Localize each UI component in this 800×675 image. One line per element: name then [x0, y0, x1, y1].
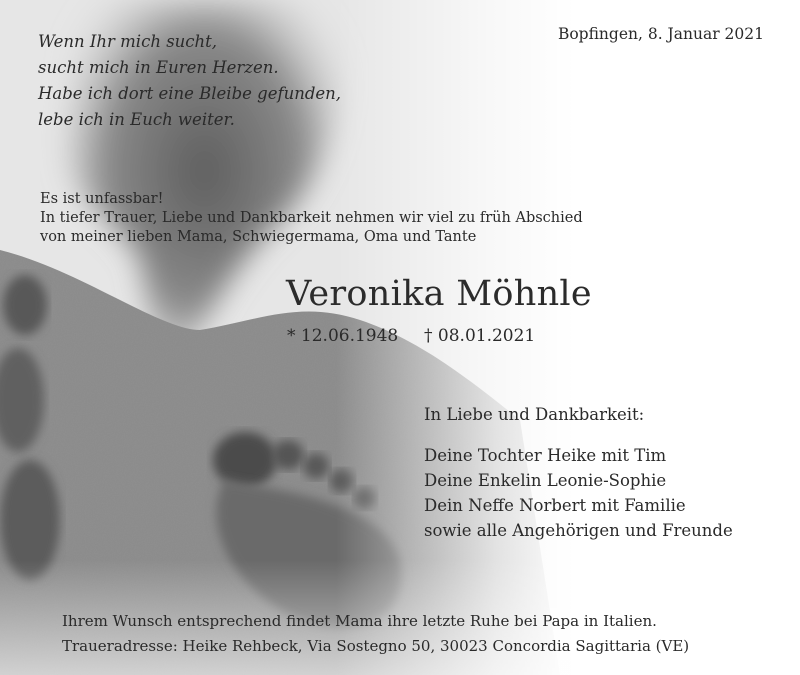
poem-line: lebe ich in Euch weiter.	[38, 110, 235, 129]
intro-line: In tiefer Trauer, Liebe und Dankbarkeit nehmen wir viel zu früh Abschied	[40, 210, 583, 226]
burial-note: Ihrem Wunsch entsprechend findet Mama ihre letzte Ruhe bei Papa in Italien.	[62, 612, 657, 630]
intro-line: von meiner lieben Mama, Schwiegermama, Oma und Tante	[40, 229, 477, 245]
thanks-heading: In Liebe und Dankbarkeit:	[424, 405, 645, 424]
intro-text	[40, 190, 583, 247]
closing-notes	[62, 609, 689, 659]
condolence-address: Traueradresse: Heike Rehbeck, Via Sostegno 50, 30023 Concordia Sagittaria (VE)	[62, 637, 690, 655]
poem-line: sucht mich in Euren Herzen.	[38, 58, 279, 77]
memorial-poem	[38, 29, 341, 133]
intro-line: Es ist unfassbar!	[40, 191, 164, 207]
poem-line: Habe ich dort eine Bleibe gefunden,	[38, 84, 342, 103]
birth-date: * 12.06.1948	[287, 326, 399, 346]
place-and-date: Bopfingen, 8. Januar 2021	[557, 25, 764, 43]
deceased-name: Veronika Möhnle	[286, 274, 592, 314]
mourner-line: Dein Neffe Norbert mit Familie	[424, 496, 686, 515]
mourner-line: sowie alle Angehörigen und Freunde	[424, 521, 733, 540]
mourners-list	[424, 443, 733, 543]
poem-line: Wenn Ihr mich sucht,	[38, 32, 218, 51]
death-date: † 08.01.2021	[424, 326, 536, 346]
mourner-line: Deine Tochter Heike mit Tim	[424, 446, 667, 465]
mourner-line: Deine Enkelin Leonie-Sophie	[424, 471, 667, 490]
